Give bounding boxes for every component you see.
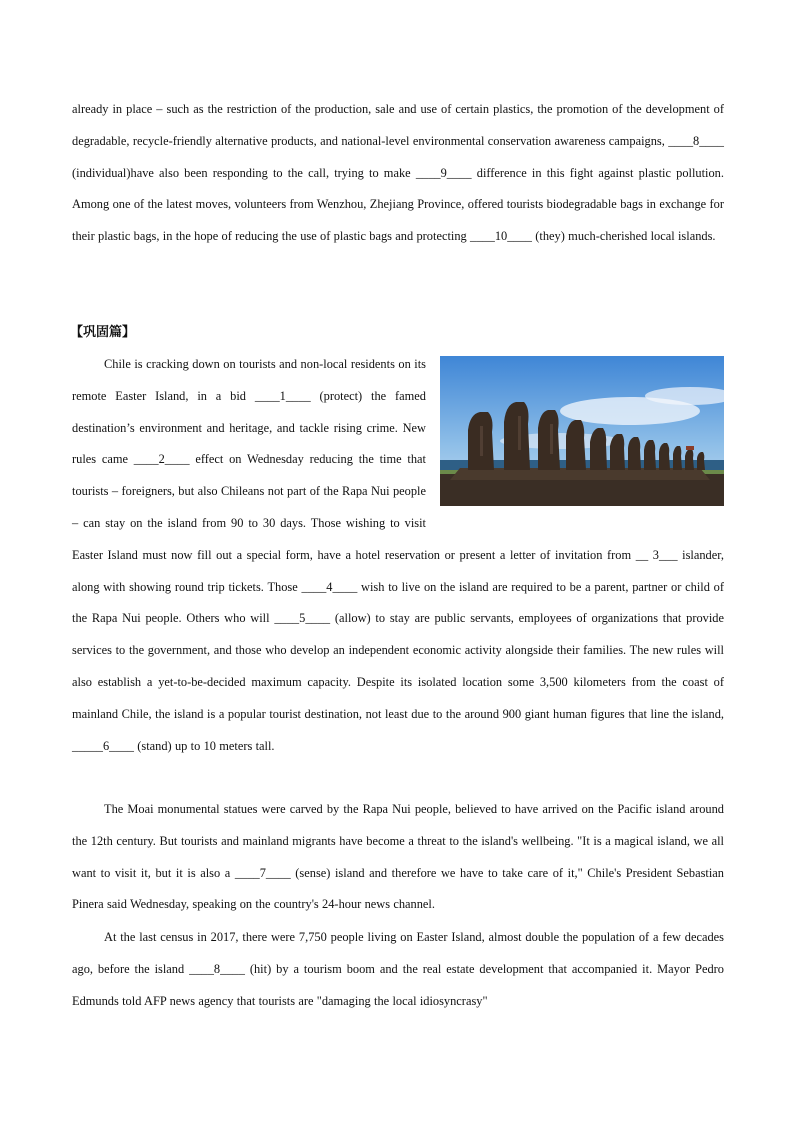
text-run: (sense) island and therefore we have to take care of it," Chile's President Sebastian Pinera said Wednesday, speaking on the country's 24-hour news channel. bbox=[72, 865, 724, 912]
blank-1[interactable]: ____1____ bbox=[254, 388, 311, 403]
text-run: At the last census in 2017, there were 7,750 people living on Easter Island, almost double the population of a few decades ago, before the island bbox=[72, 930, 724, 976]
text-run: (allow) to stay are public servants, employees of organizations that provide services to the government, and those who develop an independent economic activity alongside their families. The new rules will also establish a yet-to-be-decided maximum capacity. Despite its isolated location some 3,500 kilometers from the coast of mainland Chile, the island is a popular tourist destination, not least due to the around 900 giant human figures that line the island, bbox=[72, 611, 724, 721]
blank-8-passage[interactable]: ____8____ bbox=[189, 961, 245, 976]
blank-4[interactable]: ____4____ bbox=[301, 579, 358, 594]
text-run: (stand) up to 10 meters tall. bbox=[137, 738, 275, 753]
text-run: already in place – such as the restriction of the production, sale and use of certain plastics, the promotion of the development of degradable, recycle-friendly alternative products, and national-level environmental conservation awareness campaigns, bbox=[72, 102, 724, 148]
passage-paragraph-3 bbox=[72, 922, 724, 1017]
passage-paragraph-2 bbox=[72, 794, 724, 921]
text-run: islander, along with showing round trip tickets. Those bbox=[72, 547, 724, 594]
text-run: (protect) the famed destination’s environment and heritage, and tackle rising crime. New rules came bbox=[72, 388, 426, 467]
text-run: (individual)have also been responding to the call, trying to make bbox=[72, 165, 411, 180]
passage-paragraph-1 bbox=[72, 349, 724, 762]
top-paragraph bbox=[72, 94, 724, 253]
moai-statues-photo bbox=[440, 356, 724, 506]
text-run: (hit) by a tourism boom and the real estate development that accompanied it. Mayor Pedro Edmunds told AFP news agency that tourists are "damaging the local idiosyncrasy" bbox=[72, 961, 724, 1008]
blank-8[interactable]: ____8____ bbox=[668, 133, 724, 148]
blank-2[interactable]: ____2____ bbox=[133, 452, 190, 467]
blank-6[interactable]: _____6____ bbox=[72, 738, 134, 753]
blank-10[interactable]: ____10____ bbox=[470, 229, 532, 244]
blank-3[interactable]: __ 3___ bbox=[635, 547, 678, 562]
text-run: wish to live on the island are required to be a parent, partner or child of the Rapa Nui people. Others who will bbox=[72, 579, 724, 626]
blank-9[interactable]: ____9____ bbox=[415, 165, 472, 180]
section-heading: 【巩固篇】 bbox=[70, 325, 136, 340]
text-run: Chile is cracking down on tourists and non-local residents on its remote Easter Island, in a bid bbox=[72, 357, 426, 403]
text-run: effect on Wednesday reducing the time that tourists – foreigners, but also Chileans not part of the Rapa Nui people – can stay on the island from 90 to 30 days. Those wishing to visit Easter Island must now fill out a special form, have a hotel reservation or present a letter of invitation from bbox=[72, 452, 632, 562]
blank-5[interactable]: ____5____ bbox=[274, 611, 331, 626]
text-run: (they) much-cherished local islands. bbox=[535, 229, 716, 244]
text-run: difference in this fight against plastic pollution. Among one of the latest moves, volunteers from Wenzhou, Zhejiang Province, offered tourists biodegradable bags in exchange for their plastic bags, in the hope of reducing the use of plastic bags and protecting bbox=[72, 165, 724, 244]
text-run: The Moai monumental statues were carved by the Rapa Nui people, believed to have arrived on the Pacific island around the 12th century. But tourists and mainland migrants have become a threat to the island's wellbeing. "It is a magical island, we all want to visit it, but it is also a bbox=[72, 802, 724, 880]
blank-7[interactable]: ____7____ bbox=[234, 865, 291, 880]
